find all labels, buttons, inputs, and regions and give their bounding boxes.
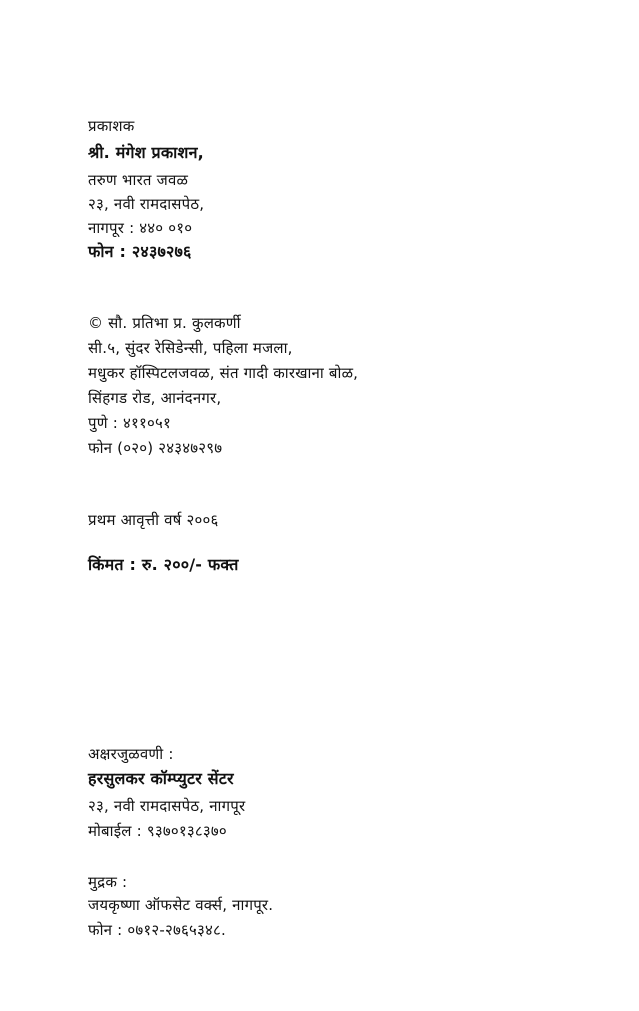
price-line: किंमत : रु. २००/- फक्त bbox=[88, 555, 239, 574]
printer-heading: मुद्रक : bbox=[88, 873, 128, 891]
copyright-address-line2: मधुकर हॉस्पिटलजवळ, संत गादी कारखाना बोळ, bbox=[88, 364, 359, 382]
typesetting-mobile: मोबाईल : ९३७०१३८३७० bbox=[88, 822, 227, 840]
publisher-name: श्री. मंगेश प्रकाशन, bbox=[88, 143, 204, 162]
publisher-phone: फोन : २४३७२७६ bbox=[88, 242, 192, 261]
edition-line: प्रथम आवृत्ती वर्ष २००६ bbox=[88, 511, 219, 529]
copyright-holder: © सौ. प्रतिभा प्र. कुलकर्णी bbox=[88, 314, 241, 332]
copyright-address-line3: सिंहगड रोड, आनंदनगर, bbox=[88, 389, 222, 407]
publisher-address-line2: २३, नवी रामदासपेठ, bbox=[88, 195, 205, 213]
publisher-address-line1: तरुण भारत जवळ bbox=[88, 171, 189, 189]
typesetting-heading: अक्षरजुळवणी : bbox=[88, 745, 174, 763]
copyright-phone: फोन (०२०) २४३४७२९७ bbox=[88, 439, 223, 457]
typesetting-address: २३, नवी रामदासपेठ, नागपूर bbox=[88, 797, 246, 815]
printer-phone: फोन : ०७१२-२७६५३४८. bbox=[88, 921, 226, 939]
typesetting-name: हरसुलकर कॉम्प्युटर सेंटर bbox=[88, 769, 234, 788]
publisher-city-pin: नागपूर : ४४० ०१० bbox=[88, 219, 193, 237]
copyright-city-pin: पुणे : ४११०५१ bbox=[88, 414, 171, 432]
publisher-heading: प्रकाशक bbox=[88, 117, 135, 135]
printer-name: जयकृष्णा ऑफसेट वर्क्स, नागपूर. bbox=[88, 896, 274, 914]
copyright-address-line1: सी.५, सुंदर रेसिडेन्सी, पहिला मजला, bbox=[88, 339, 293, 357]
